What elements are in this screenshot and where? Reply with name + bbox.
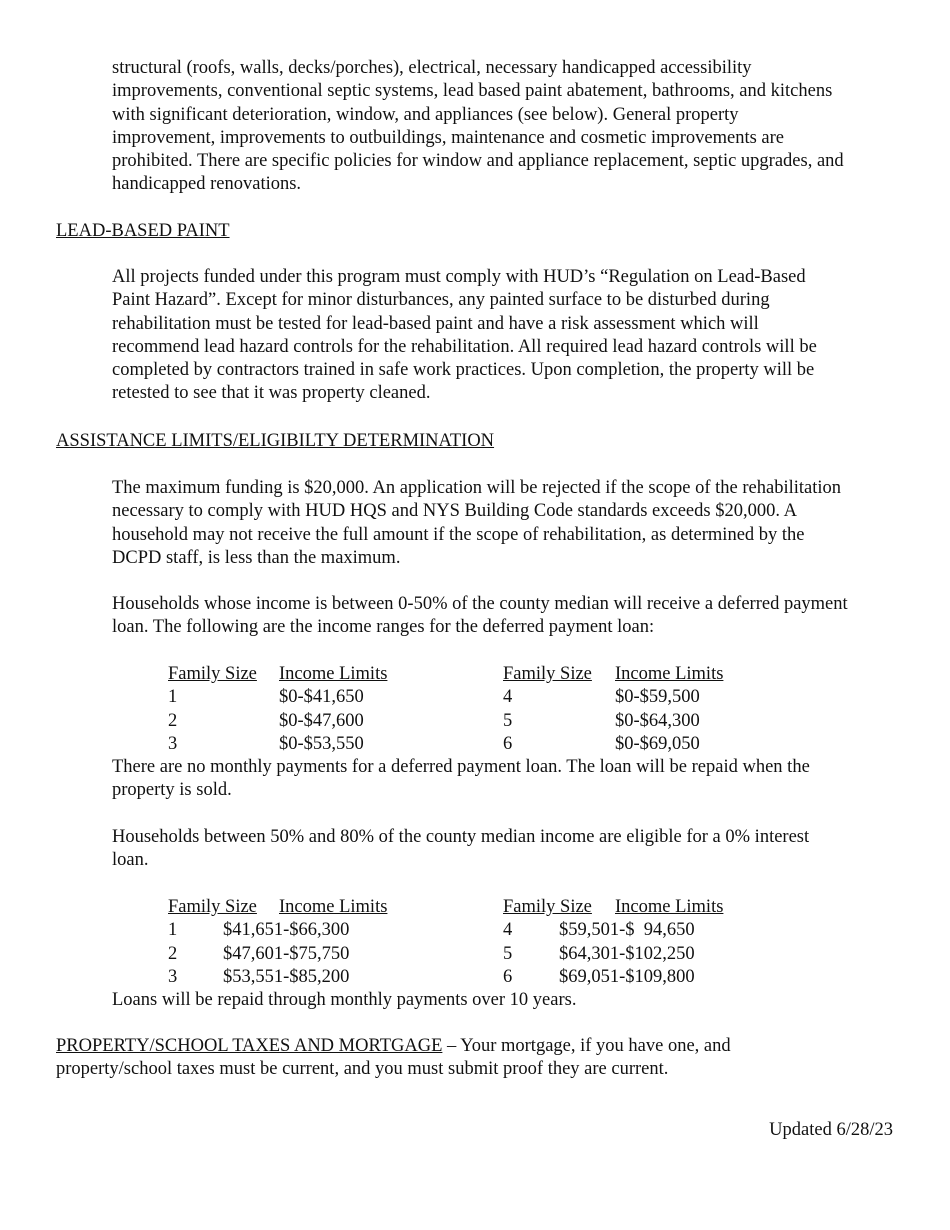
intro-line: structural (roofs, walls, decks/porches), electrical, necessary handicapped accessibility — [112, 58, 752, 78]
income-limit-cell: $0-$41,650 — [279, 687, 364, 708]
family-size-cell: 6 — [503, 733, 513, 754]
lead-paragraph — [112, 266, 912, 406]
repayment-note — [112, 989, 912, 1012]
funding-line: DCPD staff, is less than the maximum. — [112, 547, 401, 568]
column-header: Family Size — [503, 664, 592, 684]
income-limit-cell: $64,301-$102,250 — [559, 943, 695, 964]
intro-line: improvement, improvements to outbuildings, maintenance and cosmetic improvements are — [112, 127, 784, 148]
lead-line: retested to see that it was property cleaned. — [112, 383, 431, 404]
deferred-paragraph — [112, 593, 912, 640]
deferred-line: loan. The following are the income ranges for the deferred payment loan: — [112, 617, 655, 638]
lead-line: completed by contractors trained in safe work practices. Upon completion, the property will be — [112, 360, 815, 381]
taxes-text: – Your mortgage, if you have one, and — [442, 1036, 731, 1056]
taxes-paragraph — [56, 1035, 916, 1082]
income-limit-cell: $59,501-$ 94,650 — [559, 920, 695, 941]
family-size-cell: 1 — [168, 687, 178, 708]
funding-line: necessary to comply with HUD HQS and NYS Building Code standards exceeds $20,000. A — [112, 501, 797, 522]
income-limit-cell: $41,651-$66,300 — [223, 920, 350, 941]
column-header: Income Limits — [615, 897, 724, 917]
income-limit-cell: $0-$69,050 — [615, 733, 700, 754]
taxes-heading: PROPERTY/SCHOOL TAXES AND MORTGAGE — [56, 1036, 443, 1056]
funding-line: The maximum funding is $20,000. An application will be rejected if the scope of the rehabilitation — [112, 478, 842, 498]
income-limit-cell: $0-$64,300 — [615, 710, 700, 731]
family-size-cell: 5 — [503, 943, 513, 964]
income-limit-cell: $0-$59,500 — [615, 687, 700, 708]
family-size-cell: 6 — [503, 966, 513, 987]
updated-date: Updated 6/28/23 — [769, 1120, 893, 1140]
income-limit-cell: $53,551-$85,200 — [223, 966, 350, 987]
family-size-cell: 3 — [168, 966, 178, 987]
interest-loan-paragraph — [112, 826, 912, 873]
funding-paragraph — [112, 477, 912, 570]
intro-line: handicapped renovations. — [112, 174, 302, 195]
assistance-heading: ASSISTANCE LIMITS/ELIGIBILTY DETERMINATION — [56, 431, 495, 451]
interest-line: loan. — [112, 850, 149, 871]
taxes-line-2: property/school taxes must be current, and you must submit proof they are current. — [56, 1059, 669, 1080]
note-line: property is sold. — [112, 780, 232, 801]
note-line: There are no monthly payments for a deferred payment loan. The loan will be repaid when the — [112, 757, 810, 777]
column-header: Income Limits — [615, 664, 724, 684]
lead-line: All projects funded under this program must comply with HUD’s “Regulation on Lead-Based — [112, 267, 806, 287]
note-line: Loans will be repaid through monthly payments over 10 years. — [112, 990, 577, 1010]
intro-line: with significant deterioration, window, and appliances (see below). General property — [112, 104, 739, 125]
deferred-line: Households whose income is between 0-50% of the county median will receive a deferred payment — [112, 594, 848, 614]
funding-line: household may not receive the full amount if the scope of rehabilitation, as determined by the — [112, 524, 805, 545]
income-limit-cell: $0-$53,550 — [279, 733, 364, 754]
column-header: Family Size — [503, 897, 592, 917]
family-size-cell: 2 — [168, 943, 178, 964]
interest-line: Households between 50% and 80% of the county median income are eligible for a 0% interest — [112, 827, 810, 847]
income-limit-cell: $47,601-$75,750 — [223, 943, 350, 964]
column-header: Family Size — [168, 897, 257, 917]
lead-line: recommend lead hazard controls for the rehabilitation. All required lead hazard controls will be — [112, 336, 817, 357]
family-size-cell: 3 — [168, 733, 178, 754]
family-size-cell: 1 — [168, 920, 178, 941]
family-size-cell: 4 — [503, 920, 513, 941]
column-header: Income Limits — [279, 897, 388, 917]
intro-line: improvements, conventional septic systems, lead based paint abatement, bathrooms, and kitchens — [112, 81, 833, 102]
income-limit-cell: $69,051-$109,800 — [559, 966, 695, 987]
income-limit-cell: $0-$47,600 — [279, 710, 364, 731]
lead-line: Paint Hazard”. Except for minor disturbances, any painted surface to be disturbed during — [112, 290, 770, 311]
intro-line: prohibited. There are specific policies for window and appliance replacement, septic upgrades, and — [112, 151, 844, 172]
family-size-cell: 4 — [503, 687, 513, 708]
deferred-note — [112, 756, 912, 803]
family-size-cell: 2 — [168, 710, 178, 731]
lead-line: rehabilitation must be tested for lead-based paint and have a risk assessment which will — [112, 313, 759, 334]
column-header: Family Size — [168, 664, 257, 684]
family-size-cell: 5 — [503, 710, 513, 731]
lead-heading: LEAD-BASED PAINT — [56, 221, 230, 241]
intro-paragraph — [112, 57, 912, 197]
taxes-line-1 — [56, 1035, 916, 1058]
column-header: Income Limits — [279, 664, 388, 684]
